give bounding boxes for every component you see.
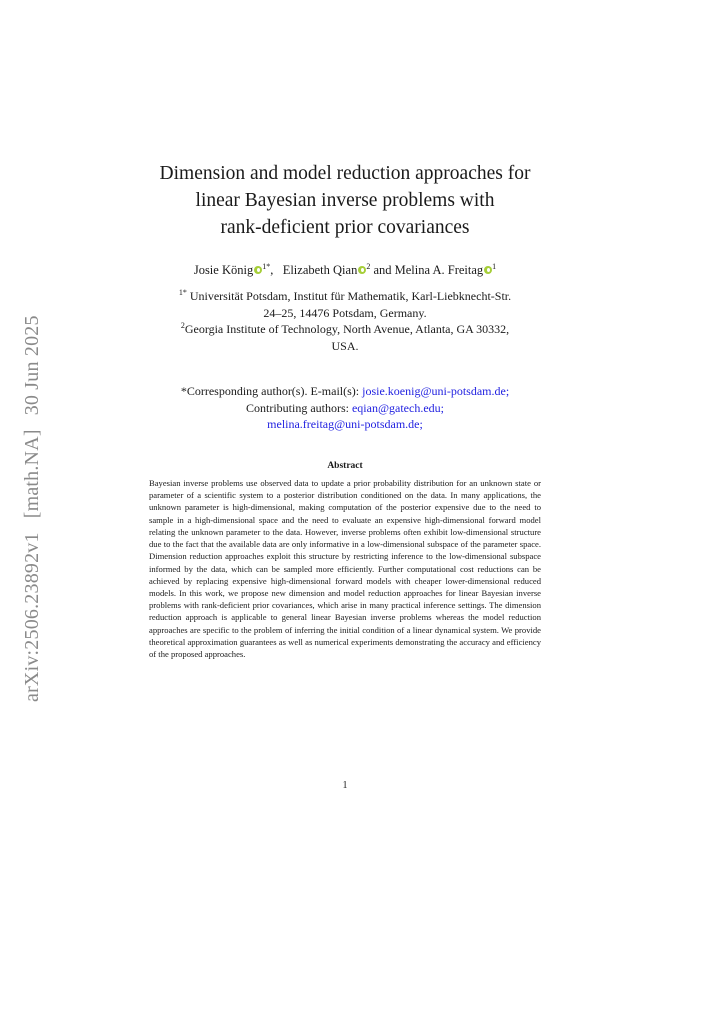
author-separator: and (370, 263, 395, 277)
author-list (120, 261, 570, 279)
arxiv-identifier-stamp (18, 282, 46, 702)
arxiv-category: [math.NA] (21, 429, 43, 519)
orcid-icon[interactable] (254, 266, 262, 274)
affiliation-line (120, 288, 570, 305)
author-separator: , (270, 263, 280, 277)
affiliation-text: Georgia Institute of Technology, North Avenue, Atlanta, GA 30332, (184, 322, 510, 336)
paper-title (120, 160, 570, 241)
orcid-icon[interactable] (358, 266, 366, 274)
affiliations (120, 288, 570, 354)
title-line: rank-deficient prior covariances (220, 217, 470, 238)
arxiv-date: 30 Jun 2025 (21, 315, 43, 416)
title-line: Dimension and model reduction approaches for (159, 163, 531, 184)
affiliation-mark: 1* (178, 288, 187, 297)
correspondence-block (120, 383, 570, 433)
author-affil-mark: 2 (366, 262, 371, 271)
page-number: 1 (342, 780, 348, 791)
abstract-heading: Abstract (327, 461, 363, 471)
contributing-line (120, 400, 570, 417)
author-name: Josie König (193, 263, 254, 277)
title-line: linear Bayesian inverse problems with (195, 190, 495, 211)
author-name: Melina A. Freitag (394, 263, 484, 277)
contributing-email-link[interactable]: melina.freitag@uni-potsdam.de; (267, 417, 423, 431)
contributing-label: Contributing authors: (245, 400, 349, 415)
affiliation-mark: 2 (180, 321, 185, 330)
affiliation-line (120, 321, 570, 338)
author-name: Elizabeth Qian (282, 263, 358, 277)
orcid-icon[interactable] (484, 266, 492, 274)
author-affil-mark: 1 (492, 262, 497, 271)
author-affil-mark: 1* (262, 262, 271, 271)
contributing-email-link[interactable]: eqian@gatech.edu; (351, 400, 444, 415)
abstract-body: Bayesian inverse problems use observed data to update a prior probability distribution for an unknown state or parameter of a scientific system to a posterior distribution conditioned on the data. In many applications, the unknown parameter is high-dimensional, making computation of the posterior expensive due to the need to sample in a high-dimensional space and the need to evaluate an expensive high-dimensional forward model relating the unknown parameter to the data. However, inverse problems often exhibit low-dimensional structure due to the fact that the available data are only informative in a low-dimensional subspace of the parameter space. Dimension reduction approaches exploit this structure by restricting inference to the low-dimensional subspace informed by the data, which can be sampled more efficiently. Further computational cost reductions can be achieved by replacing expensive high-dimensional forward models with cheaper lower-dimensional reduced models. In this work, we propose new dimension and model reduction approaches for linear Bayesian inverse problems with rank-deficient prior covariances, which arise in many practical inference settings. The dimension reduction approach is applicable to general linear Bayesian inverse problems whereas the model reduction approaches are specific to the problem of inferring the initial condition of a linear dynamical system. We provide theoretical approximation guarantees as well as numerical experiments demonstrating the accuracy and efficiency of the proposed approaches. (149, 478, 541, 660)
affiliation-line: USA. (331, 338, 359, 353)
corresponding-email-link[interactable]: josie.koenig@uni-potsdam.de; (362, 384, 510, 398)
corresponding-label: *Corresponding author(s). E-mail(s): (180, 384, 360, 398)
corresponding-line (120, 383, 570, 400)
affiliation-text: Universität Potsdam, Institut für Mathematik, Karl-Liebknecht-Str. (189, 289, 512, 303)
arxiv-id: arXiv:2506.23892v1 (21, 532, 43, 702)
affiliation-line: 24–25, 14476 Potsdam, Germany. (263, 305, 427, 320)
contributing-line (120, 416, 570, 433)
